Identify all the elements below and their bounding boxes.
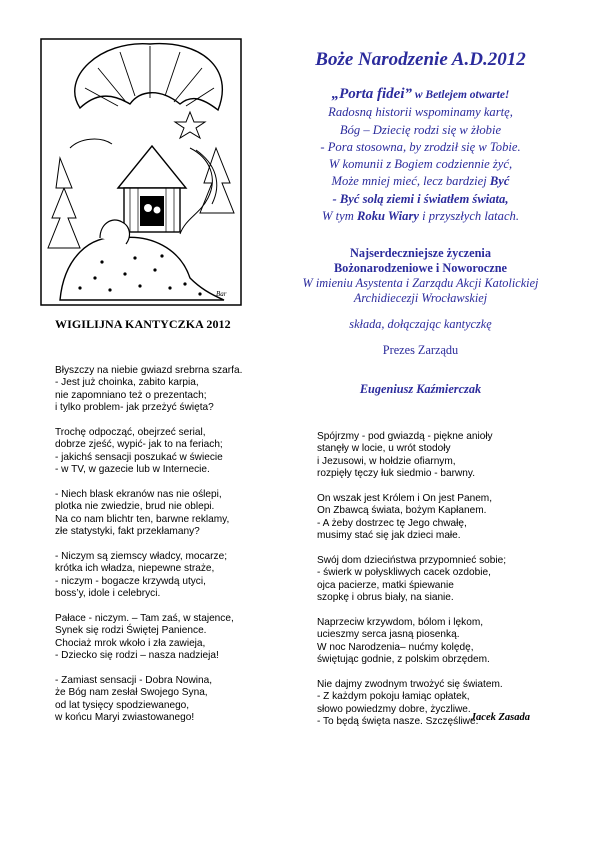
poem-stanza: [55, 427, 275, 477]
wishes-line-4: Archidiecezji Wrocławskiej: [353, 291, 488, 306]
poem-line: dobrze zjeść, wypić- jak to na feriach;: [55, 439, 223, 451]
poem-stanza: [55, 613, 275, 663]
verse-line-6: [258, 173, 583, 190]
verse-line-6-pre: Może mniej mieć, lecz bardziej: [331, 174, 490, 189]
poem-stanza: [55, 675, 275, 725]
kantyczka-title: WIGILIJNA KANTYCZKA 2012: [55, 317, 231, 331]
poem-author: Jacek Zasada: [470, 712, 530, 723]
poem-line: Trochę odpocząć, obejrzeć serial,: [55, 427, 206, 439]
verse-line-8-pre: W tym: [322, 209, 357, 224]
verse-line-4: - Pora stosowna, by zrodził się w Tobie.: [320, 139, 521, 154]
poem-stanza: [55, 489, 275, 539]
poem-line: i Jezusowi, w hołdzie ofiarnym,: [317, 455, 456, 467]
poem-line: szopkę i obrus biały, na sianie.: [317, 592, 454, 604]
poem-line: Błyszczy na niebie gwiazd srebrna szarfa.: [55, 365, 243, 376]
right-poem: [317, 431, 577, 729]
poem-line: Spójrzmy - pod gwiazdą - piękne anioły: [317, 431, 493, 442]
poem-line: że Bóg nam zesłał Swojego Syna,: [55, 687, 208, 699]
verse-line-3: Bóg – Dziecię rodzi się w żłobie: [339, 122, 502, 137]
poem-line: stanęły w locie, u wrót stodoły: [317, 443, 451, 455]
poem-line: - To będą święta nasze. Szczęśliwe.: [317, 716, 479, 728]
sign-role: Prezes Zarządu: [382, 343, 459, 358]
poem-line: - Niczym są ziemscy władcy, mocarze;: [55, 551, 227, 563]
poem-line: w końcu Maryi zwiastowanego!: [55, 712, 195, 724]
poem-line: świętując godnie, z polskim obrzędem.: [317, 654, 490, 666]
poem-line: - świerk w połyskliwych cacek ozdobie,: [317, 567, 491, 579]
verse-line-6-bold: Być: [489, 174, 510, 189]
poem-line: On Zbawcą świata, bożym Kapłanem.: [317, 505, 487, 517]
left-poem: [55, 365, 275, 725]
poem-line: złe statystyki, fakt przekłamany?: [55, 526, 200, 538]
poem-line: Naprzeciw krzywdom, bólom i lękom,: [317, 617, 484, 629]
poem-line: Synek się rodzi Świętej Panience.: [55, 625, 207, 637]
verse-line-7-bold: - Być solą ziemi i światłem świata,: [332, 191, 509, 206]
poem-line: - w TV, w gazecie lub w Internecie.: [55, 464, 210, 476]
poem-stanza: [317, 555, 577, 605]
verse-line-1: [258, 86, 583, 104]
poem-line: nie zapomniano też o prezentach;: [55, 389, 207, 401]
svg-text:Bar: Bar: [216, 290, 227, 298]
verse-line-7: [258, 191, 583, 208]
verse-line-5: W komunii z Bogiem codziennie żyć,: [328, 157, 513, 172]
poem-stanza: [317, 431, 577, 481]
poem-line: Nie dajmy zwodnym trwożyć się światem.: [317, 679, 503, 691]
nativity-illustration: [40, 38, 242, 306]
poem-line: - Z każdym pokoju łamiąc opłatek,: [317, 691, 470, 703]
poem-line: - jakichś sensacji poszukać w świecie: [55, 451, 223, 463]
verse-line-8: [258, 208, 583, 225]
verse-line-8-bold: Roku Wiary: [357, 209, 419, 224]
poem-stanza: [55, 551, 275, 601]
poem-stanza: [317, 617, 577, 667]
wishes-line-2: Bożonarodzeniowe i Noworoczne: [333, 261, 508, 276]
poem-line: i tylko problem- jak przeżyć święta?: [55, 402, 214, 414]
verse-line-8-post: i przyszłych latach.: [418, 209, 519, 224]
poem-line: On wszak jest Królem i On jest Panem,: [317, 493, 493, 505]
poem-line: rozpięły tęczy łuk siedmio - barwny.: [317, 468, 476, 480]
poem-line: krótka ich władza, niepewne straże,: [55, 563, 215, 575]
poem-line: - Jest już choinka, zabito karpia,: [55, 377, 199, 389]
signer-name: Eugeniusz Kaźmierczak: [359, 382, 482, 397]
wishes-line-3: W imieniu Asystenta i Zarządu Akcji Katolickiej: [302, 276, 539, 291]
poem-line: Pałace - niczym. – Tam zaś, w stajence,: [55, 613, 234, 625]
poem-line: plotka nie zwiedzie, brud nie oblepi.: [55, 501, 215, 513]
poem-line: - niczym - bogacze krzywdą utyci,: [55, 575, 206, 587]
poem-line: W noc Narodzenia– nućmy kolędę,: [317, 641, 474, 653]
poem-line: - Dziecko się rodzi – nasza nadzieja!: [55, 650, 219, 662]
poem-line: Swój dom dzieciństwa przypomnieć sobie;: [317, 555, 507, 567]
greeting-verse: [258, 86, 583, 225]
poem-line: Na co nam blichtr ten, barwne reklamy,: [55, 513, 230, 525]
poem-line: od lat tysięcy spodziewanego,: [55, 699, 190, 711]
greeting-title: Boże Narodzenie A.D.2012: [315, 49, 526, 70]
wishes-line-5: składa, dołączając kantyczkę: [349, 317, 492, 332]
poem-line: ojca pacierze, matki śpiewanie: [317, 579, 454, 591]
poem-stanza: [317, 679, 577, 729]
poem-line: ucieszmy serca jasną piosenką.: [317, 629, 460, 641]
porta-fidei-rest: w Betlejem otwarte!: [411, 89, 510, 101]
poem-line: - Niech blask ekranów nas nie oślepi,: [55, 489, 222, 501]
poem-stanza: [55, 365, 275, 415]
poem-line: - A żeby dostrzec tę Jego chwałę,: [317, 517, 467, 529]
greeting-block: [258, 48, 583, 397]
poem-line: słowo powiedzmy dobre, życzliwe.: [317, 703, 471, 715]
poem-line: Chociaż mrok wkoło i zła zawieja,: [55, 637, 206, 649]
wishes-line-1: Najserdeczniejsze życzenia: [349, 246, 491, 261]
poem-line: boss’y, idole i celebryci.: [55, 588, 161, 600]
wishes-block: [258, 246, 583, 332]
porta-fidei-text: „Porta fidei”: [331, 86, 412, 102]
poem-line: - Zamiast sensacji - Dobra Nowina,: [55, 675, 213, 687]
verse-line-2: Radosną historii wspominamy kartę,: [328, 105, 513, 120]
poem-stanza: [317, 493, 577, 543]
poem-line: musimy stać się jak dzieci małe.: [317, 530, 461, 542]
